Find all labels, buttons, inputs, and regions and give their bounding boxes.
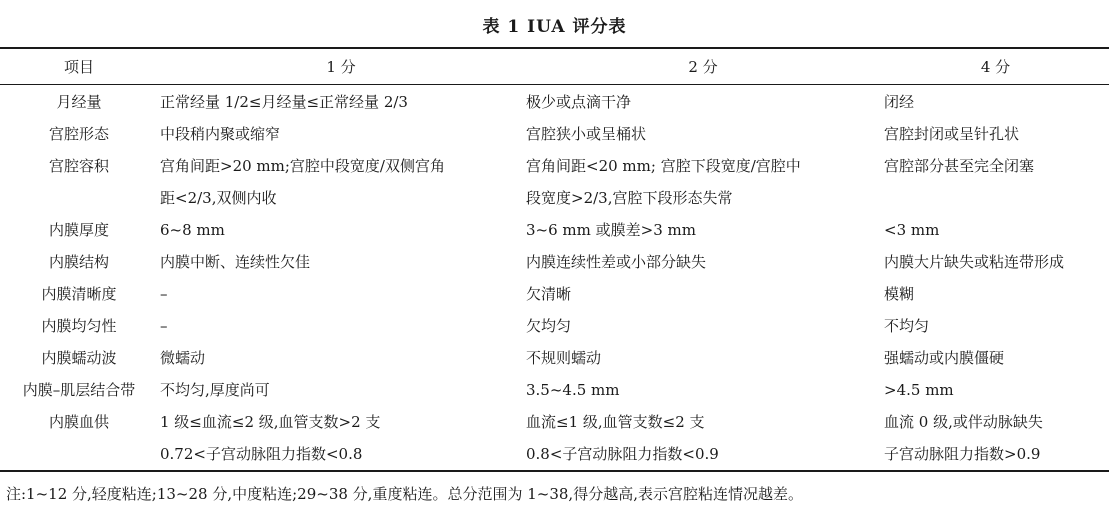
cell-line: 内膜中断、连续性欠佳 [160, 253, 311, 271]
row-item-label: 内膜–肌层结合带 [22, 381, 136, 399]
header-score-2: 2 分 [688, 58, 718, 76]
score-1-cell [158, 214, 524, 246]
cell-line: >4.5 mm [884, 381, 954, 399]
row-item-label: 内膜蠕动波 [41, 349, 117, 367]
cell-line: 闭经 [884, 93, 915, 111]
table-row [0, 374, 1109, 406]
score-4-cell [882, 342, 1109, 374]
row-item-label: 宫腔容积 [48, 157, 109, 175]
score-4-cell [882, 84, 1109, 118]
table-row [0, 84, 1109, 118]
header-score-1: 1 分 [326, 58, 356, 76]
cell-line: 宫腔封闭或呈针孔状 [884, 125, 1020, 143]
score-2-cell [524, 214, 882, 246]
cell-line: 不规则蠕动 [526, 349, 602, 367]
score-2-cell [524, 84, 882, 118]
cell-line: 0.72<子宫动脉阻力指数<0.8 [160, 445, 363, 463]
score-4-cell [882, 406, 1109, 470]
header-score-4: 4 分 [980, 58, 1011, 76]
cell-line: 3~6 mm 或膜差>3 mm [526, 221, 696, 239]
score-2-cell [524, 342, 882, 374]
cell-line: 内膜连续性差或小部分缺失 [526, 253, 707, 271]
cell-line: 微蠕动 [160, 349, 206, 367]
table-row [0, 310, 1109, 342]
cell-line: 血流 0 级,或伴动脉缺失 [884, 413, 1043, 431]
cell-line: 段宽度>2/3,宫腔下段形态失常 [526, 189, 733, 207]
cell-line: 内膜大片缺失或粘连带形成 [884, 253, 1065, 271]
score-1-cell [158, 342, 524, 374]
cell-line: – [160, 285, 168, 303]
cell-line: 不均匀,厚度尚可 [160, 381, 270, 399]
table-row [0, 406, 1109, 470]
row-item-label: 内膜清晰度 [41, 285, 117, 303]
table-note: 注:1~12 分,轻度粘连;13~28 分,中度粘连;29~38 分,重度粘连。总分范围为 1~38,得分越高,表示宫腔粘连情况越差。 [6, 485, 803, 503]
cell-line: 宫角间距<20 mm; 宫腔下段宽度/宫腔中 [526, 157, 801, 175]
score-1-cell [158, 278, 524, 310]
score-2-cell [524, 278, 882, 310]
score-1-cell [158, 118, 524, 150]
score-1-cell [158, 310, 524, 342]
cell-line: 宫腔狭小或呈桶状 [526, 125, 647, 143]
score-2-cell [524, 150, 882, 214]
cell-line: 3.5~4.5 mm [526, 381, 620, 399]
table-row [0, 118, 1109, 150]
score-1-cell [158, 246, 524, 278]
score-4-cell [882, 214, 1109, 246]
header-row [0, 49, 1109, 84]
score-2-cell [524, 374, 882, 406]
row-item-label: 宫腔形态 [48, 125, 109, 143]
score-4-cell [882, 310, 1109, 342]
table-row [0, 342, 1109, 374]
score-2-cell [524, 310, 882, 342]
cell-line: 6~8 mm [160, 221, 225, 239]
score-4-cell [882, 150, 1109, 214]
cell-line: 中段稍内聚或缩窄 [160, 125, 281, 143]
score-2-cell [524, 406, 882, 470]
table-row [0, 278, 1109, 310]
iua-score-table [0, 49, 1109, 470]
cell-line: – [160, 317, 168, 335]
row-item-label: 内膜结构 [48, 253, 109, 271]
cell-line: 模糊 [884, 285, 915, 303]
score-2-cell [524, 246, 882, 278]
cell-line: 距<2/3,双侧内收 [160, 189, 277, 207]
cell-line: 1 级≤血流≤2 级,血管支数>2 支 [160, 413, 381, 431]
cell-line: 不均匀 [884, 317, 930, 335]
score-4-cell [882, 374, 1109, 406]
score-1-cell [158, 374, 524, 406]
row-item-label: 内膜厚度 [48, 221, 109, 239]
cell-line: 宫腔部分甚至完全闭塞 [884, 157, 1035, 175]
score-4-cell [882, 246, 1109, 278]
table-row [0, 150, 1109, 214]
bottom-rule [0, 470, 1109, 472]
cell-line: 欠清晰 [526, 285, 572, 303]
score-1-cell [158, 150, 524, 214]
cell-line: 0.8<子宫动脉阻力指数<0.9 [526, 445, 719, 463]
table-row [0, 246, 1109, 278]
cell-line: 极少或点滴干净 [526, 93, 632, 111]
score-1-cell [158, 84, 524, 118]
score-4-cell [882, 118, 1109, 150]
cell-line: 血流≤1 级,血管支数≤2 支 [526, 413, 705, 431]
table-row [0, 214, 1109, 246]
cell-line: 子宫动脉阻力指数>0.9 [884, 445, 1041, 463]
cell-line: 强蠕动或内膜僵硬 [884, 349, 1005, 367]
score-1-cell [158, 406, 524, 470]
score-2-cell [524, 118, 882, 150]
header-item: 项目 [63, 58, 94, 76]
cell-line: <3 mm [884, 221, 940, 239]
row-item-label: 月经量 [56, 93, 102, 111]
cell-line: 宫角间距>20 mm;宫腔中段宽度/双侧宫角 [160, 157, 445, 175]
table-title: 表 1 IUA 评分表 [482, 17, 627, 37]
table-body [0, 84, 1109, 470]
score-4-cell [882, 278, 1109, 310]
cell-line: 欠均匀 [526, 317, 572, 335]
row-item-label: 内膜均匀性 [41, 317, 117, 335]
cell-line: 正常经量 1/2≤月经量≤正常经量 2/3 [160, 93, 408, 111]
row-item-label: 内膜血供 [48, 413, 109, 431]
